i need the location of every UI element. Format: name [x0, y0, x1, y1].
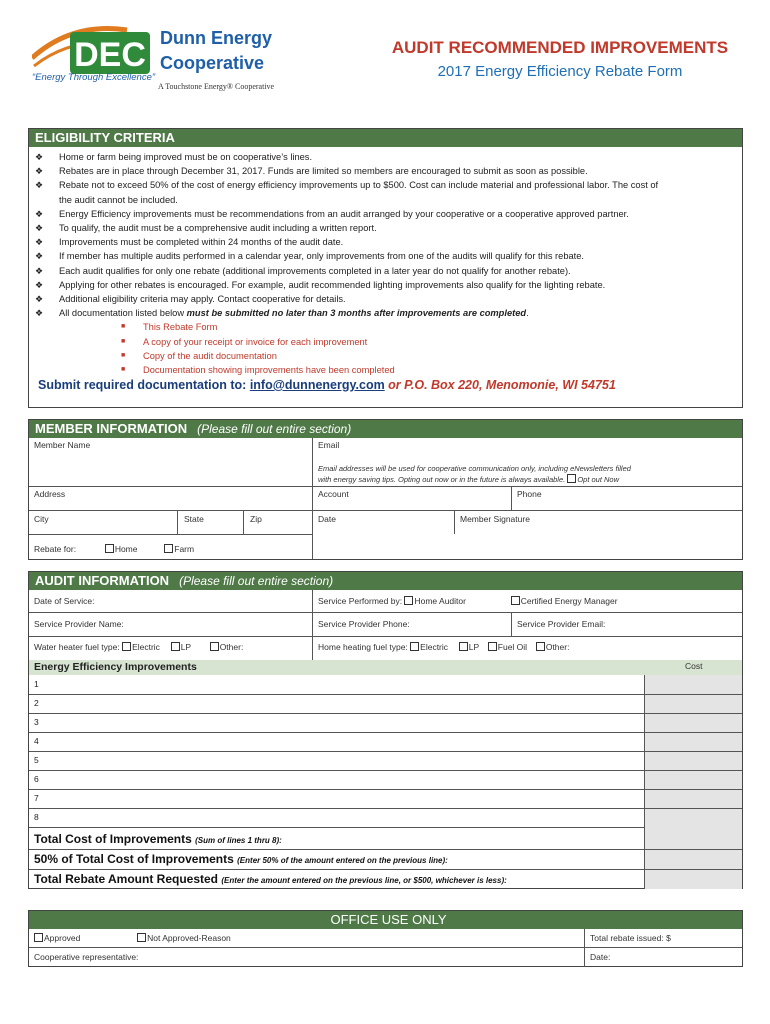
list-item: ❖ Energy Efficiency improvements must be recommendations from an audit arranged by your cooperative or a cooperative approved partner.: [29, 207, 742, 221]
heating-fuel-oil-checkbox[interactable]: [488, 642, 497, 651]
diamond-bullet-icon: ❖: [35, 279, 44, 290]
diamond-bullet-icon: ❖: [35, 308, 44, 319]
water-other-checkbox[interactable]: [210, 642, 219, 651]
representative-label: Cooperative representative:: [34, 952, 139, 962]
phone-label: Phone: [517, 489, 542, 499]
approved-checkbox[interactable]: [34, 933, 43, 942]
diamond-bullet-icon: ❖: [35, 180, 44, 191]
line-number: 4: [34, 736, 39, 746]
service-performed-row: Service Performed by: Home Auditor Certified Energy Manager: [318, 596, 618, 606]
diamond-bullet-icon: ❖: [35, 265, 44, 276]
diamond-bullet-icon: ❖: [35, 166, 44, 177]
logo-name-line2: Cooperative: [160, 53, 265, 73]
line-number: 6: [34, 774, 39, 784]
home-heating-row: Home heating fuel type: Electric LP Fuel Oil Other:: [318, 642, 570, 652]
member-heading: MEMBER INFORMATION (Please fill out entire section): [29, 420, 742, 438]
home-checkbox[interactable]: [105, 544, 114, 553]
list-item: ❖ Additional eligibility criteria may apply. Contact cooperative for details.: [29, 292, 742, 306]
city-label: City: [34, 514, 49, 524]
water-lp-checkbox[interactable]: [171, 642, 180, 651]
cooperative-logo: [32, 22, 292, 102]
address-label: Address: [34, 489, 66, 499]
audit-heading: AUDIT INFORMATION (Please fill out entire section): [29, 572, 742, 590]
list-item: ❖ Improvements must be completed within 24 months of the audit date.: [29, 235, 742, 249]
audit-information-section: [28, 571, 743, 889]
rebate-requested-row: Total Rebate Amount Requested (Enter the amount entered on the previous line, or $500, whichever is less):: [34, 872, 507, 886]
document-item: ■ This Rebate Form: [29, 320, 742, 334]
farm-checkbox[interactable]: [164, 544, 173, 553]
line-number: 3: [34, 717, 39, 727]
diamond-bullet-icon: ❖: [35, 294, 44, 305]
logo-affiliation: A Touchstone Energy® Cooperative: [158, 82, 275, 91]
office-date-label: Date:: [590, 952, 611, 962]
list-item: ❖ All documentation listed below must be submitted no later than 3 months after improvements are completed.: [29, 306, 742, 320]
diamond-bullet-icon: ❖: [35, 223, 44, 234]
date-of-service-label: Date of Service:: [34, 596, 95, 606]
email-label: Email: [318, 440, 340, 450]
office-heading: OFFICE USE ONLY: [29, 911, 742, 929]
submit-instructions: Submit required documentation to: info@dunnenergy.com or P.O. Box 220, Menomonie, WI 54751: [38, 378, 616, 392]
provider-phone-label: Service Provider Phone:: [318, 619, 410, 629]
certified-manager-checkbox[interactable]: [511, 596, 520, 605]
document-item: ■ Documentation showing improvements have been completed: [29, 363, 742, 377]
account-label: Account: [318, 489, 349, 499]
water-electric-checkbox[interactable]: [122, 642, 131, 651]
list-item-continuation: the audit cannot be included.: [59, 194, 178, 205]
member-signature-label: Member Signature: [460, 514, 530, 524]
eligibility-section: [28, 128, 743, 408]
line-number: 8: [34, 812, 39, 822]
cost-heading: Cost: [685, 661, 703, 671]
list-item: ❖ To qualify, the audit must be a comprehensive audit including a written report.: [29, 221, 742, 235]
diamond-bullet-icon: ❖: [35, 208, 44, 219]
logo-name-line1: Dunn Energy: [160, 28, 273, 48]
zip-label: Zip: [250, 514, 262, 524]
submit-email-link[interactable]: info@dunnenergy.com: [249, 378, 385, 392]
heating-lp-checkbox[interactable]: [459, 642, 468, 651]
logo-tagline: “Energy Through Excellence”: [32, 72, 156, 83]
total-issued-label: Total rebate issued: $: [590, 933, 671, 943]
list-item: ❖ Applying for other rebates is encouraged. For example, audit recommended lighting improvements also qualify for the lighting rebate.: [29, 278, 742, 292]
list-item: ❖ Rebate not to exceed 50% of the cost of energy efficiency improvements up to $500. Cost can include material and professional labor. The cost of: [29, 178, 742, 192]
square-bullet-icon: ■: [121, 337, 126, 345]
square-bullet-icon: ■: [121, 351, 126, 359]
page-subtitle: 2017 Energy Efficiency Rebate Form: [437, 63, 683, 80]
page-title: AUDIT RECOMMENDED IMPROVEMENTS: [391, 38, 729, 57]
list-item: ❖ If member has multiple audits performed in a calendar year, only improvements from one of the audits will qualify for this rebate.: [29, 249, 742, 263]
line-number: 5: [34, 755, 39, 765]
square-bullet-icon: ■: [121, 366, 126, 374]
half-cost-row: 50% of Total Cost of Improvements (Enter 50% of the amount entered on the previous line):: [34, 852, 448, 866]
document-item: ■ Copy of the audit documentation: [29, 349, 742, 363]
line-number: 1: [34, 679, 39, 689]
total-cost-row: Total Cost of Improvements (Sum of lines 1 thru 8):: [34, 832, 282, 846]
svg-text:DEC: DEC: [74, 36, 146, 74]
diamond-bullet-icon: ❖: [35, 237, 44, 248]
water-heater-row: Water heater fuel type: Electric LP Other:: [34, 642, 244, 652]
totals-cost-column: [644, 827, 742, 889]
not-approved-checkbox[interactable]: [137, 933, 146, 942]
line-number: 7: [34, 793, 39, 803]
square-bullet-icon: ■: [121, 323, 126, 331]
date-label: Date: [318, 514, 336, 524]
diamond-bullet-icon: ❖: [35, 152, 44, 162]
improvements-heading: Energy Efficiency Improvements: [34, 661, 197, 673]
provider-email-label: Service Provider Email:: [517, 619, 606, 629]
member-information-section: [28, 419, 743, 560]
list-item: ❖ Each audit qualifies for only one rebate (additional improvements completed in a later year do not qualify for another rebate).: [29, 264, 742, 278]
eligibility-list: [29, 147, 742, 377]
line-number: 2: [34, 698, 39, 708]
email-note: Email addresses will be used for cooperative communication only, including eNewsletters filled with energy saving tips. Opting out now or in the future is always available. Opt out Now: [318, 464, 631, 484]
opt-out-checkbox[interactable]: [567, 474, 576, 483]
approval-row: Approved Not Approved-Reason: [34, 933, 231, 943]
eligibility-heading: ELIGIBILITY CRITERIA: [29, 129, 742, 147]
home-auditor-checkbox[interactable]: [404, 596, 413, 605]
heating-electric-checkbox[interactable]: [410, 642, 419, 651]
list-item: ❖ Home or farm being improved must be on cooperative’s lines.: [29, 150, 742, 164]
rebate-for-row: Rebate for: Home Farm: [34, 544, 195, 554]
document-item: ■ A copy of your receipt or invoice for each improvement: [29, 335, 742, 349]
office-use-section: [28, 910, 743, 967]
heating-other-checkbox[interactable]: [536, 642, 545, 651]
member-name-label: Member Name: [34, 440, 91, 450]
state-label: State: [184, 514, 204, 524]
provider-name-label: Service Provider Name:: [34, 619, 124, 629]
list-item: ❖ Rebates are in place through December 31, 2017. Funds are limited so members are encouraged to submit as soon as possible.: [29, 164, 742, 178]
diamond-bullet-icon: ❖: [35, 251, 44, 262]
